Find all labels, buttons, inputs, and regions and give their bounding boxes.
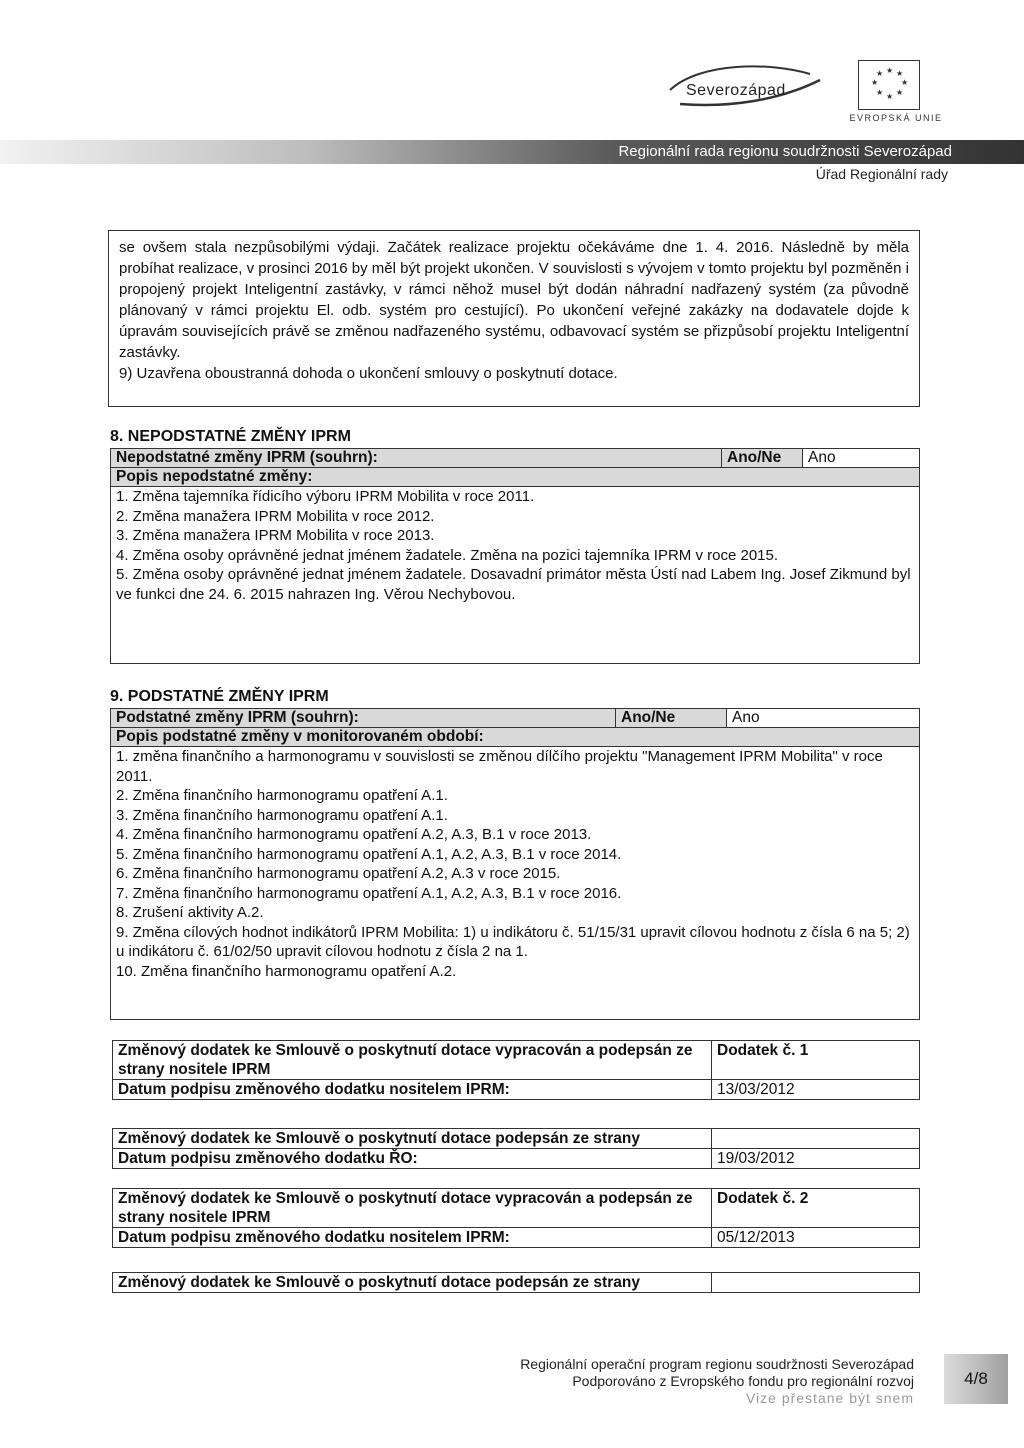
office-name: Úřad Regionální rady	[815, 166, 948, 182]
band-title: Regionální rada regionu soudržnosti Severozápad	[618, 143, 952, 160]
logo-text: Severozápad	[686, 82, 786, 99]
section8-list	[111, 487, 920, 664]
section9-ano-ne-value: Ano	[727, 709, 920, 728]
list-item: 1. změna finančního a harmonogramu v souvislosti se změnou dílčího projektu "Management IPRM Mobilita" v roce 2011.	[116, 748, 883, 785]
list-item: 6. Změna finančního harmonogramu opatření A.2, A.3 v roce 2015.	[116, 865, 561, 882]
footer-line-2: Podporováno z Evropského fondu pro regionální rozvoj	[572, 1373, 914, 1389]
section8-title: 8. NEPODSTATNÉ ZMĚNY IPRM	[110, 428, 351, 445]
addendum-2-date-value: 05/12/2013	[712, 1228, 920, 1248]
section9-list	[111, 747, 920, 1020]
section8-table	[110, 448, 920, 664]
svg-text:★: ★	[896, 69, 904, 78]
svg-text:★: ★	[876, 69, 884, 78]
intro-box	[108, 230, 920, 407]
addendum-1-value: Dodatek č. 1	[712, 1041, 920, 1080]
svg-text:★: ★	[876, 88, 884, 97]
svg-text:★: ★	[896, 88, 904, 97]
addendum-2-date-label: Datum podpisu změnového dodatku nositelem IPRM:	[113, 1228, 712, 1248]
addendum-2-value: Dodatek č. 2	[712, 1189, 920, 1228]
addendum-ro2-label: Změnový dodatek ke Smlouvě o poskytnutí dotace podepsán ze strany	[113, 1273, 712, 1293]
addendum-ro-date-label: Datum podpisu změnového dodatku ŘO:	[113, 1149, 712, 1169]
footer-line-1: Regionální operační program regionu soudržnosti Severozápad	[520, 1356, 914, 1372]
intro-paragraph: se ovšem stala nezpůsobilými výdaji. Začátek realizace projektu očekáváme dne 1. 4. 2016. Následně by měla probíhat realizace, v prosinci 2016 by měl být projekt ukončen. V souvislosti s vývojem v tomto projektu byl pozměněn i propojený projekt Inteligentní zastávky, v rámci něhož musel být dodán náhradní nadřazený systém (za původně plánovaný v rámci projektu El. odb. systém pro cestující). Po ukončení veřejné zakázky na dodavatele dojde k úpravám souvisejících právě se změnou nadřazeného systému, odbavovací systém se přizpůsobí projektu Inteligentní zastávky.	[119, 239, 909, 361]
eu-label: EVROPSKÁ UNIE	[849, 113, 943, 123]
list-item: 7. Změna finančního harmonogramu opatření A.1, A.2, A.3, B.1 v roce 2016.	[116, 884, 622, 902]
list-item: 3. Změna manažera IPRM Mobilita v roce 2013.	[116, 527, 435, 544]
svg-text:★: ★	[886, 92, 894, 101]
list-item: 5. Změna finančního harmonogramu opatření A.1, A.2, A.3, B.1 v roce 2014.	[116, 845, 622, 863]
section9-desc-label: Popis podstatné změny v monitorovaném období:	[111, 728, 920, 747]
addendum-ro-table	[112, 1128, 920, 1169]
eu-stars-icon	[859, 61, 919, 109]
addendum-1-date-value: 13/03/2012	[712, 1080, 920, 1100]
section9-ano-ne-label: Ano/Ne	[616, 709, 727, 728]
addendum-ro2-table	[112, 1272, 920, 1293]
section8-desc-label: Popis nepodstatné změny:	[111, 468, 920, 487]
section8-ano-ne-value: Ano	[803, 449, 920, 468]
addendum-ro2-value	[712, 1273, 920, 1293]
section9-summary-label: Podstatné změny IPRM (souhrn):	[111, 709, 616, 728]
addendum-ro-date-value: 19/03/2012	[712, 1149, 920, 1169]
addendum-ro-value	[712, 1129, 920, 1149]
addendum-ro-label: Změnový dodatek ke Smlouvě o poskytnutí dotace podepsán ze strany	[113, 1129, 712, 1149]
list-item: 10. Změna finančního harmonogramu opatření A.2.	[116, 962, 457, 980]
list-item: 2. Změna manažera IPRM Mobilita v roce 2012.	[116, 507, 435, 525]
addendum-2-table	[112, 1188, 920, 1248]
list-item: 9. Změna cílových hodnot indikátorů IPRM Mobilita: 1) u indikátoru č. 51/15/31 upravit cílovou hodnotu z čísla 6 na 5; 2) u indikátoru č. 61/02/50 upravit cílovou hodnotu z čísla 2 na 1.	[116, 923, 910, 960]
section8-summary-label: Nepodstatné změny IPRM (souhrn):	[111, 449, 722, 468]
list-item: 4. Změna finančního harmonogramu opatření A.2, A.3, B.1 v roce 2013.	[116, 826, 592, 843]
list-item: 4. Změna osoby oprávněné jednat jménem žadatele. Změna na pozici tajemníka IPRM v roce 2015.	[116, 546, 779, 564]
addendum-2-label: Změnový dodatek ke Smlouvě o poskytnutí dotace vypracován a podepsán ze strany nositele IPRM	[113, 1189, 712, 1228]
footer	[520, 1356, 914, 1407]
list-item: 3. Změna finančního harmonogramu opatření A.1.	[116, 806, 448, 824]
list-item: 2. Změna finančního harmonogramu opatření A.1.	[116, 787, 448, 804]
section9-title: 9. PODSTATNÉ ZMĚNY IPRM	[110, 688, 329, 705]
severozapad-logo	[660, 60, 830, 110]
header-band	[0, 140, 1024, 164]
list-item: 1. Změna tajemníka řídicího výboru IPRM Mobilita v roce 2011.	[116, 488, 535, 505]
svg-text:★: ★	[886, 66, 894, 75]
list-item: 8. Zrušení aktivity A.2.	[116, 904, 264, 921]
list-item: 5. Změna osoby oprávněné jednat jménem žadatele. Dosavadní primátor města Ústí nad Labem Ing. Josef Zikmund byl ve funkci dne 24. 6. 2015 nahrazen Ing. Věrou Nechybovou.	[116, 566, 911, 603]
footer-slogan: Vize přestane být snem	[745, 1390, 914, 1406]
page-number: 4/8	[944, 1354, 1008, 1404]
section8-ano-ne-label: Ano/Ne	[722, 449, 803, 468]
addendum-1-label: Změnový dodatek ke Smlouvě o poskytnutí dotace vypracován a podepsán ze strany nositele IPRM	[113, 1041, 712, 1080]
svg-text:★: ★	[871, 78, 879, 87]
intro-item-9: 9) Uzavřena oboustranná dohoda o ukončení smlouvy o poskytnutí dotace.	[119, 365, 618, 382]
section9-table	[110, 708, 920, 1020]
svg-text:★: ★	[901, 78, 909, 87]
eu-flag-icon	[858, 60, 920, 110]
addendum-1-date-label: Datum podpisu změnového dodatku nositelem IPRM:	[113, 1080, 712, 1100]
addendum-1-table	[112, 1040, 920, 1100]
